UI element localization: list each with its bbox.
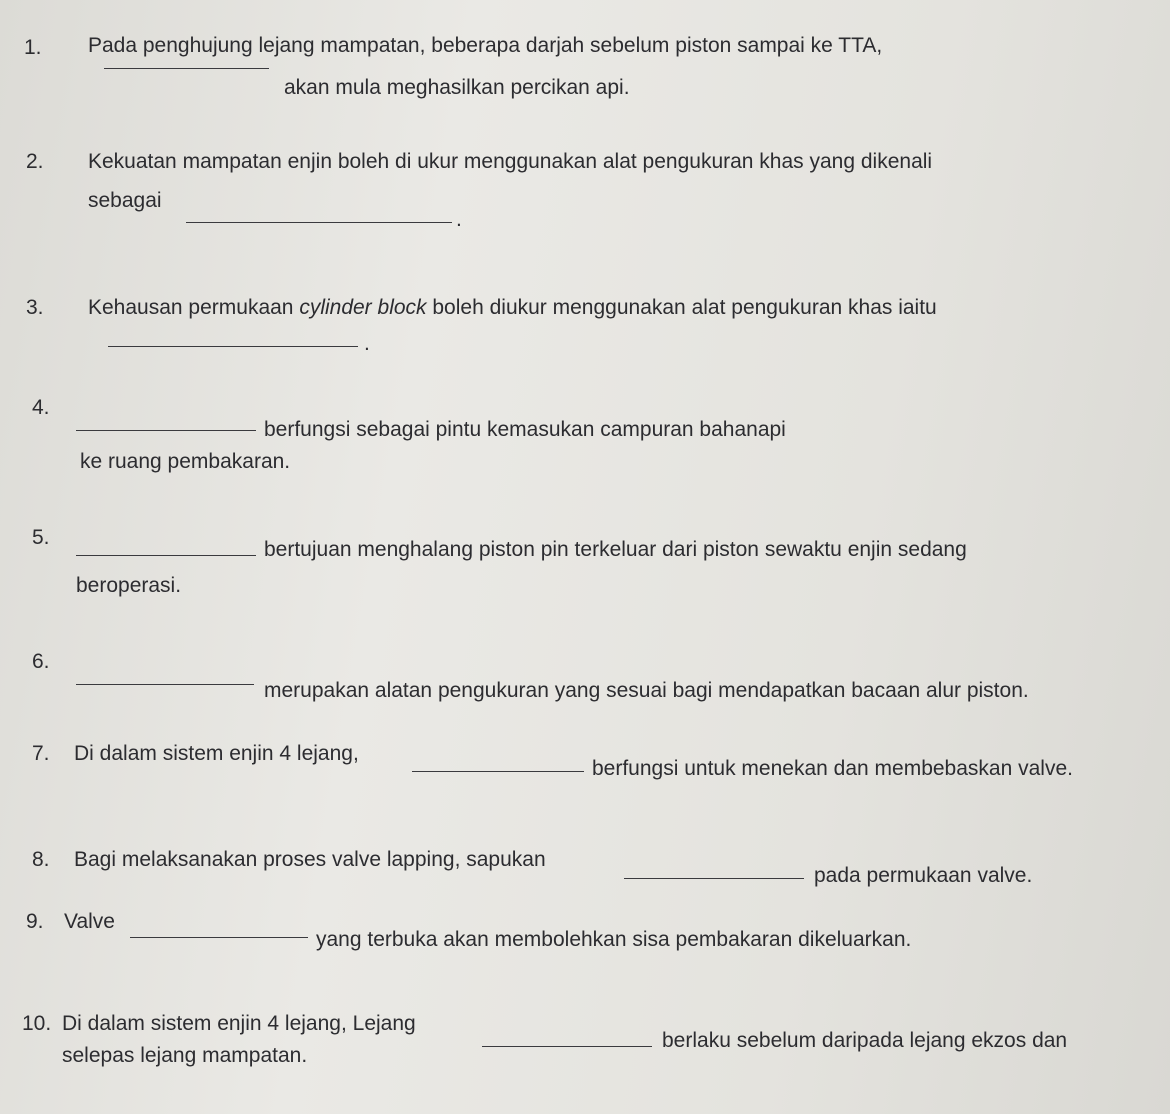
question-number: 2. [26,150,44,173]
question-text: pada permukaan valve. [814,864,1033,887]
question-text: beroperasi. [76,574,182,597]
answer-blank[interactable] [76,555,256,556]
question-text: yang terbuka akan membolehkan sisa pembakaran dikeluarkan. [316,928,912,951]
question-text: akan mula meghasilkan percikan api. [284,76,630,99]
question-number: 7. [32,742,50,765]
question-number: 6. [32,650,50,673]
question-text: Di dalam sistem enjin 4 lejang, Lejang [62,1012,416,1035]
question-number: 5. [32,526,50,549]
answer-blank[interactable] [412,771,584,772]
question-text: sebagai [88,189,162,212]
question-text: bertujuan menghalang piston pin terkeluar dari piston sewaktu enjin sedang [264,538,967,561]
question-text: Kekuatan mampatan enjin boleh di ukur menggunakan alat pengukuran khas yang dikenali [88,150,933,173]
question-text: ke ruang pembakaran. [80,450,291,473]
answer-blank[interactable] [76,684,254,685]
question-number: 1. [24,36,42,59]
question-number: 10. [22,1012,52,1035]
answer-blank[interactable] [186,222,452,223]
question-number: 4. [32,396,50,419]
question-text: selepas lejang mampatan. [62,1044,308,1067]
answer-blank[interactable] [104,68,269,69]
question-number: 9. [26,910,44,933]
question-number: 8. [32,848,50,871]
question-number: 3. [26,296,44,319]
question-text: merupakan alatan pengukuran yang sesuai bagi mendapatkan bacaan alur piston. [264,679,1029,702]
question-text-italic: cylinder block [299,296,427,319]
question-text: Kehausan permukaan [88,296,300,319]
answer-blank[interactable] [482,1046,652,1047]
question-text: boleh diukur menggunakan alat pengukuran khas iaitu [426,296,937,319]
question-text: berfungsi sebagai pintu kemasukan campuran bahanapi [264,418,786,441]
question-text: Bagi melaksanakan proses valve lapping, sapukan [74,848,546,871]
answer-blank[interactable] [624,878,804,879]
question-text: Di dalam sistem enjin 4 lejang, [74,742,359,765]
question-text: Valve [64,910,115,933]
answer-blank[interactable] [108,346,358,347]
question-text: Pada penghujung lejang mampatan, beberapa darjah sebelum piston sampai ke TTA, [88,34,883,57]
answer-blank[interactable] [130,937,308,938]
answer-blank[interactable] [76,430,256,431]
question-punctuation: . [364,332,370,355]
question-text: berlaku sebelum daripada lejang ekzos dan [662,1029,1068,1052]
question-text: berfungsi untuk menekan dan membebaskan valve. [592,757,1073,780]
question-punctuation: . [456,208,462,231]
